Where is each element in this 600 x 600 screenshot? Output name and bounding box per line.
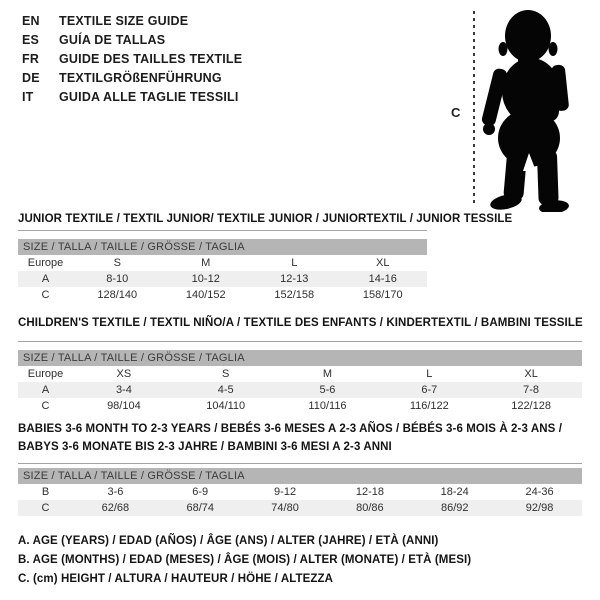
language-row [22,30,242,49]
size-cell: 14-16 [368,273,397,285]
size-cell: 128/140 [97,289,138,301]
size-cell: 62/68 [101,502,130,514]
size-header-bar: SIZE / TALLA / TAILLE / GRÖSSE / TAGLIA [18,350,582,366]
size-cell: 110/116 [308,400,347,412]
legend-note: A. AGE (YEARS) / EDAD (AÑOS) / ÂGE (ANS) / ALTER (JAHRE) / ETÀ (ANNI) [18,535,439,547]
size-cell: 6-7 [421,384,438,396]
table-title [18,316,582,330]
size-cell: 8-10 [106,273,129,285]
table-title-line: CHILDREN'S TEXTILE / TEXTIL NIÑO/A / TEXTILE DES ENFANTS / KINDERTEXTIL / BAMBINI TESSILE [18,317,583,329]
size-cell: 10-12 [191,273,220,285]
junior-size-table [18,255,427,303]
size-cell: 5-6 [319,384,336,396]
language-title: GUÍA DE TALLAS [59,32,166,47]
size-cell: 140/152 [185,289,226,301]
row-label: A [41,273,50,285]
divider-line [18,230,427,231]
size-cell: XS [116,368,132,380]
language-list [22,11,242,106]
size-cell: S [222,368,230,380]
language-row [22,11,242,30]
language-code: DE [22,70,40,85]
size-cell: 152/158 [274,289,315,301]
table-row [18,382,582,398]
language-code: EN [22,13,40,28]
row-label: B [41,486,50,498]
table-title-line: BABIES 3-6 MONTH TO 2-3 YEARS / BEBÉS 3-6 MESES A 2-3 AÑOS / BÉBÉS 3-6 MOIS À 2-3 ANS / [18,423,562,435]
language-code: ES [22,32,40,47]
size-cell: 68/74 [186,502,214,514]
size-cell: 18-24 [440,486,469,498]
size-cell: 86/92 [440,502,469,514]
junior-textile-section [18,212,513,303]
babies-textile-section [18,421,582,516]
size-cell: 3-4 [115,384,132,396]
size-cell: XL [376,257,390,269]
table-title-line: BABYS 3-6 MONATE BIS 2-3 JAHRE / BAMBINI 3-6 MESI A 2-3 ANNI [18,440,392,453]
size-cell: 3-6 [107,486,124,498]
toddler-silhouette-icon [481,5,581,212]
language-code: FR [22,51,40,66]
size-header-bar: SIZE / TALLA / TAILLE / GRÖSSE / TAGLIA [18,468,582,484]
legend-note: B. AGE (MONTHS) / EDAD (MESES) / ÂGE (MOIS) / ALTER (MONATE) / ETÀ (MESI) [18,554,472,566]
table-row [18,484,582,500]
language-title: TEXTILE SIZE GUIDE [59,13,189,28]
language-title: GUIDA ALLE TAGLIE TESSILI [59,89,239,104]
size-cell: 92/98 [525,502,554,514]
size-cell: 6-9 [192,486,209,498]
language-row [22,68,242,87]
language-title: GUIDE DES TAILLES TEXTILE [59,51,243,66]
size-cell: S [113,257,121,269]
size-cell: 7-8 [523,384,540,396]
row-label: Europe [27,368,64,380]
size-cell: M [322,368,333,380]
legend-notes [18,535,471,592]
size-cell: 9-12 [274,486,297,498]
table-row [18,500,582,516]
size-cell: 98/104 [107,400,141,412]
language-row [22,49,242,68]
size-cell: 104/110 [206,400,246,412]
size-cell: L [426,368,433,380]
table-title-line: JUNIOR TEXTILE / TEXTIL JUNIOR/ TEXTILE JUNIOR / JUNIORTEXTIL / JUNIOR TESSILE [18,213,513,225]
table-row [18,271,427,287]
language-title: TEXTILGRÖßENFÜHRUNG [59,70,222,85]
size-cell: 74/80 [271,502,299,514]
size-cell: XL [524,368,538,380]
size-cell: 4-5 [217,384,234,396]
row-label: A [41,384,50,396]
table-row [18,287,427,303]
table-row [18,398,582,414]
babies-size-table [18,484,582,516]
size-cell: 116/122 [409,400,449,412]
row-label: C [41,289,50,301]
divider-line [18,463,582,464]
row-label: C [41,400,50,412]
table-title [18,212,513,226]
legend-note: C. (cm) HEIGHT / ALTURA / HAUTEUR / HÖHE / ALTEZZA [18,573,334,585]
table-row [18,366,582,382]
size-cell: 122/128 [511,400,551,412]
size-header-bar: SIZE / TALLA / TAILLE / GRÖSSE / TAGLIA [18,239,427,255]
size-cell: M [201,257,211,269]
size-cell: 158/170 [362,289,403,301]
height-measure-label: C [451,105,461,120]
table-title [18,421,582,456]
size-cell: 80/86 [356,502,384,514]
size-cell: 12-13 [280,273,309,285]
table-row [18,255,427,271]
row-label: C [41,502,50,514]
divider-line [18,341,582,342]
children-size-table [18,366,582,414]
language-row [22,87,242,106]
language-code: IT [22,89,34,104]
height-measure-dashed-line [473,11,475,206]
children-textile-section [18,316,582,414]
size-cell: 12-18 [355,486,384,498]
size-cell: L [291,257,298,269]
size-cell: 24-36 [525,486,554,498]
row-label: Europe [27,257,64,269]
